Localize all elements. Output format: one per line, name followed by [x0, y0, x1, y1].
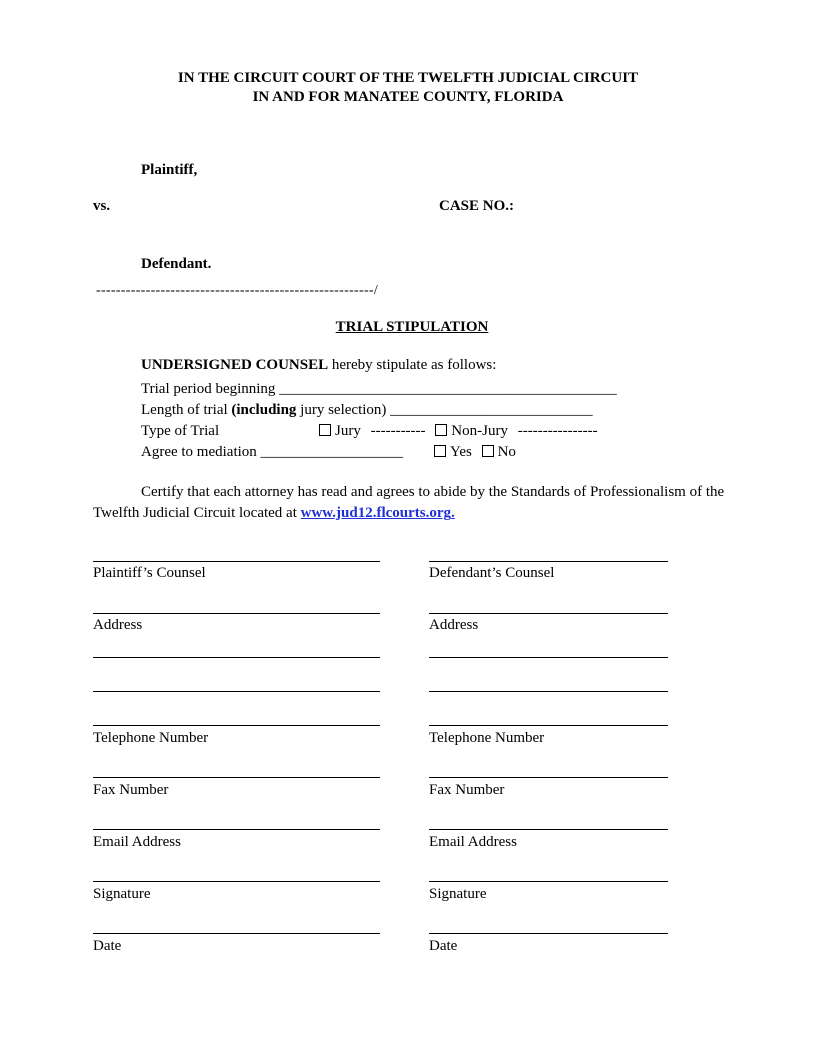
defendant-telephone-line[interactable] [429, 725, 668, 726]
plaintiff-email-line[interactable] [93, 829, 380, 830]
certify-paragraph [93, 482, 743, 524]
jury-checkbox[interactable] [319, 424, 331, 436]
defendant-counsel-label: Defendant’s Counsel [429, 565, 555, 581]
intro-rest-text: hereby stipulate as follows: [328, 357, 497, 373]
trial-length-field[interactable]: ___________________________ [390, 402, 593, 418]
defendant-counsel-line[interactable] [429, 561, 668, 562]
non-jury-checkbox[interactable] [435, 424, 447, 436]
length-label-a: Length of trial [141, 402, 232, 418]
defendant-telephone-label: Telephone Number [429, 730, 545, 746]
court-heading-line2: IN AND FOR MANATEE COUNTY, FLORIDA [252, 89, 564, 105]
yes-checkbox[interactable] [434, 445, 446, 457]
length-label-b: jury selection) [296, 402, 387, 418]
document-title: TRIAL STIPULATION [335, 319, 489, 335]
plaintiff-signature-line[interactable] [93, 881, 380, 882]
mediation-field[interactable]: ___________________ [260, 444, 404, 460]
dashes-1: ----------- [370, 423, 426, 439]
defendant-address-line[interactable] [429, 613, 668, 614]
plaintiff-telephone-line[interactable] [93, 725, 380, 726]
plaintiff-fax-label: Fax Number [93, 782, 169, 798]
defendant-email-line[interactable] [429, 829, 668, 830]
defendant-address-line-3[interactable] [429, 691, 668, 692]
plaintiff-email-label: Email Address [93, 834, 181, 850]
jud12-website-link[interactable]: www.jud12.flcourts.org [300, 505, 452, 521]
trial-type-label: Type of Trial [141, 423, 220, 439]
plaintiff-address-line-3[interactable] [93, 691, 380, 692]
defendant-signature-line[interactable] [429, 881, 668, 882]
defendant-date-line[interactable] [429, 933, 668, 934]
mediation-label: Agree to mediation [141, 444, 257, 460]
defendant-email-label: Email Address [429, 834, 517, 850]
non-jury-label: Non-Jury [451, 423, 508, 439]
plaintiff-fax-line[interactable] [93, 777, 380, 778]
plaintiff-telephone-label: Telephone Number [93, 730, 209, 746]
defendant-fax-line[interactable] [429, 777, 668, 778]
yes-label: Yes [450, 444, 472, 460]
trial-period-field[interactable]: _____________________________________________ [279, 381, 617, 397]
jury-label: Jury [335, 423, 361, 439]
defendant-address-label: Address [429, 617, 479, 633]
case-number-label: CASE NO.: [439, 198, 515, 214]
plaintiff-address-line-2[interactable] [93, 657, 380, 658]
court-heading-line1: IN THE CIRCUIT COURT OF THE TWELFTH JUDICIAL CIRCUIT [177, 70, 639, 86]
certify-period: . [451, 505, 455, 521]
defendant-address-line-2[interactable] [429, 657, 668, 658]
defendant-fax-label: Fax Number [429, 782, 505, 798]
trial-period-label: Trial period beginning [141, 381, 276, 397]
trial-period-row [141, 381, 617, 398]
plaintiff-date-line[interactable] [93, 933, 380, 934]
plaintiff-label: Plaintiff, [141, 162, 198, 178]
trial-type-options [319, 423, 598, 440]
vs-label: vs. [93, 198, 111, 214]
caption-separator: --------------------------------------------------------/ [96, 283, 379, 298]
plaintiff-address-line[interactable] [93, 613, 380, 614]
no-checkbox[interactable] [482, 445, 494, 457]
plaintiff-date-label: Date [93, 938, 122, 954]
defendant-signature-label: Signature [429, 886, 487, 902]
mediation-row [141, 444, 403, 461]
defendant-date-label: Date [429, 938, 458, 954]
plaintiff-counsel-label: Plaintiff’s Counsel [93, 565, 206, 581]
certify-text: Certify that each attorney has read and agrees to abide by the Standards of Professionalism of the Twelfth Judicial Circuit located at [93, 484, 725, 521]
length-label-bold: (including [231, 402, 297, 418]
undersigned-counsel-text: UNDERSIGNED COUNSEL [141, 357, 329, 373]
defendant-label: Defendant. [141, 256, 212, 272]
plaintiff-signature-label: Signature [93, 886, 151, 902]
trial-length-row [141, 402, 593, 419]
stipulation-intro [141, 357, 496, 374]
plaintiff-counsel-line[interactable] [93, 561, 380, 562]
no-label: No [497, 444, 516, 460]
dashes-2: ---------------- [517, 423, 598, 439]
mediation-options [434, 444, 516, 461]
plaintiff-address-label: Address [93, 617, 143, 633]
